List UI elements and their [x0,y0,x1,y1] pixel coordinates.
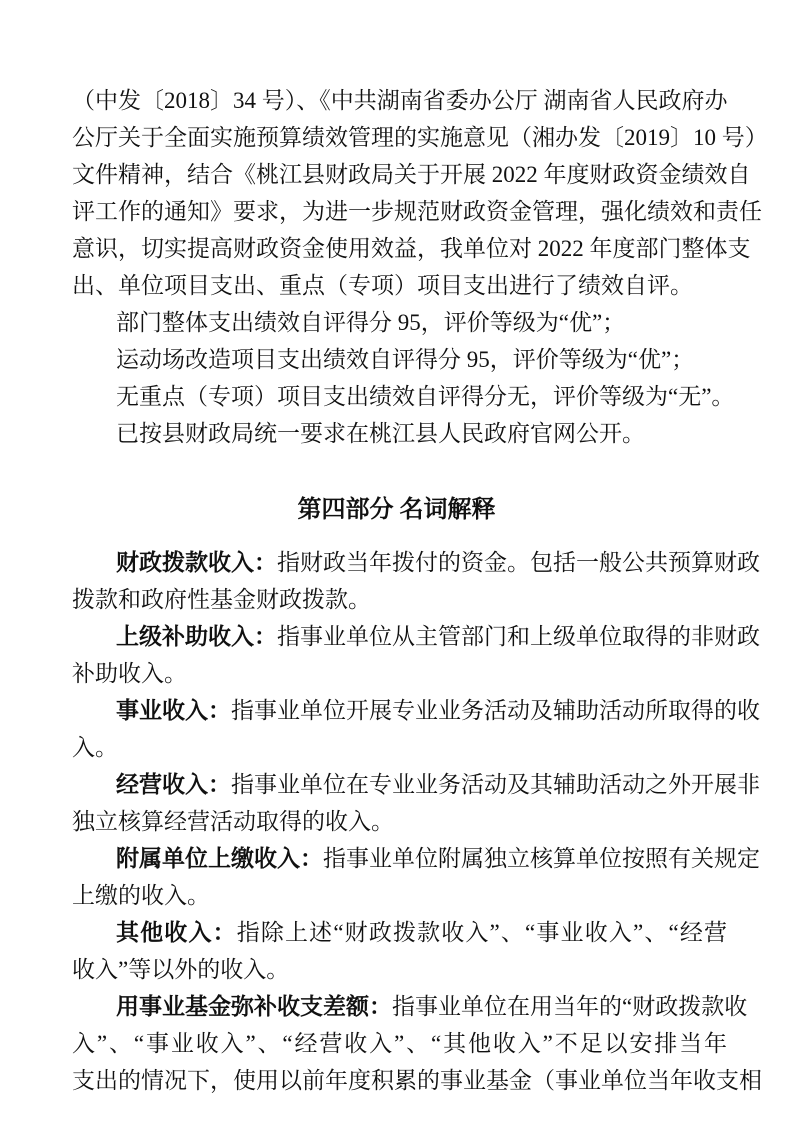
definition-text: 拨款和政府性基金财政拨款。 [72,587,371,612]
result-line: 部门整体支出绩效自评得分 95，评价等级为“优”； [116,310,626,335]
definition-term: 财政拨款收入： [116,550,277,575]
definition-text: 收入”等以外的收入。 [72,957,290,982]
definition-text: 补助收入。 [72,661,187,686]
definition-item [72,840,760,914]
definition-item [72,544,760,618]
result-line: 已按县财政局统一要求在桃江县人民政府官网公开。 [116,421,645,446]
text-line: 评工作的通知》要求，为进一步规范财政资金管理，强化绩效和责任 [72,199,762,224]
definition-text: 指除上述“财政拨款收入”、“事业收入”、“经营 [236,920,727,945]
text-line: 意识，切实提高财政资金使用效益，我单位对 2022 年度部门整体支 [72,236,751,261]
definition-item [72,618,760,692]
definitions-list [72,544,762,1099]
definition-text: 指事业单位开展专业业务活动及辅助活动所取得的收 [231,698,760,723]
definition-term: 附属单位上缴收入： [116,846,323,871]
section-heading: 第四部分 名词解释 [297,497,496,523]
definition-term: 用事业基金弥补收支差额： [116,994,392,1019]
text-line: 公厅关于全面实施预算绩效管理的实施意见（湘办发〔2019〕10 号） [72,125,768,150]
definition-term: 上级补助收入： [116,624,277,649]
definition-text: 指事业单位附属独立核算单位按照有关规定 [323,846,760,871]
definition-text: 指财政当年拨付的资金。包括一般公共预算财政 [277,550,760,575]
definition-item [72,988,762,1099]
definition-text: 独立核算经营活动取得的收入。 [72,809,394,834]
definition-item [72,914,727,988]
definition-text: 入。 [72,735,118,760]
result-line: 运动场改造项目支出绩效自评得分 95，评价等级为“优”； [116,347,695,372]
definition-text: 上缴的收入。 [72,883,210,908]
definition-item [72,692,760,766]
definition-term: 事业收入： [116,698,231,723]
definition-text: 指事业单位在用当年的“财政拨款收 [392,994,748,1019]
definition-text: 指事业单位从主管部门和上级单位取得的非财政 [277,624,760,649]
definition-item [72,766,760,840]
definition-text: 指事业单位在专业业务活动及其辅助活动之外开展非 [231,772,760,797]
text-line: （中发〔2018〕34 号）、《中共湖南省委办公厅 湖南省人民政府办 [72,88,728,113]
definition-term: 其他收入： [116,920,237,945]
definition-text: 支出的情况下，使用以前年度积累的事业基金（事业单位当年收支相 [72,1068,762,1093]
intro-paragraph [72,82,768,452]
text-line: 文件精神，结合《桃江县财政局关于开展 2022 年度财政资金绩效自 [72,162,751,187]
definition-term: 经营收入： [116,772,231,797]
definition-text: 入”、“事业收入”、“经营收入”、“其他收入”不足以安排当年 [72,1031,727,1056]
result-line: 无重点（专项）项目支出绩效自评得分无，评价等级为“无”。 [116,384,735,409]
text-line: 出、单位项目支出、重点（专项）项目支出进行了绩效自评。 [72,273,693,298]
